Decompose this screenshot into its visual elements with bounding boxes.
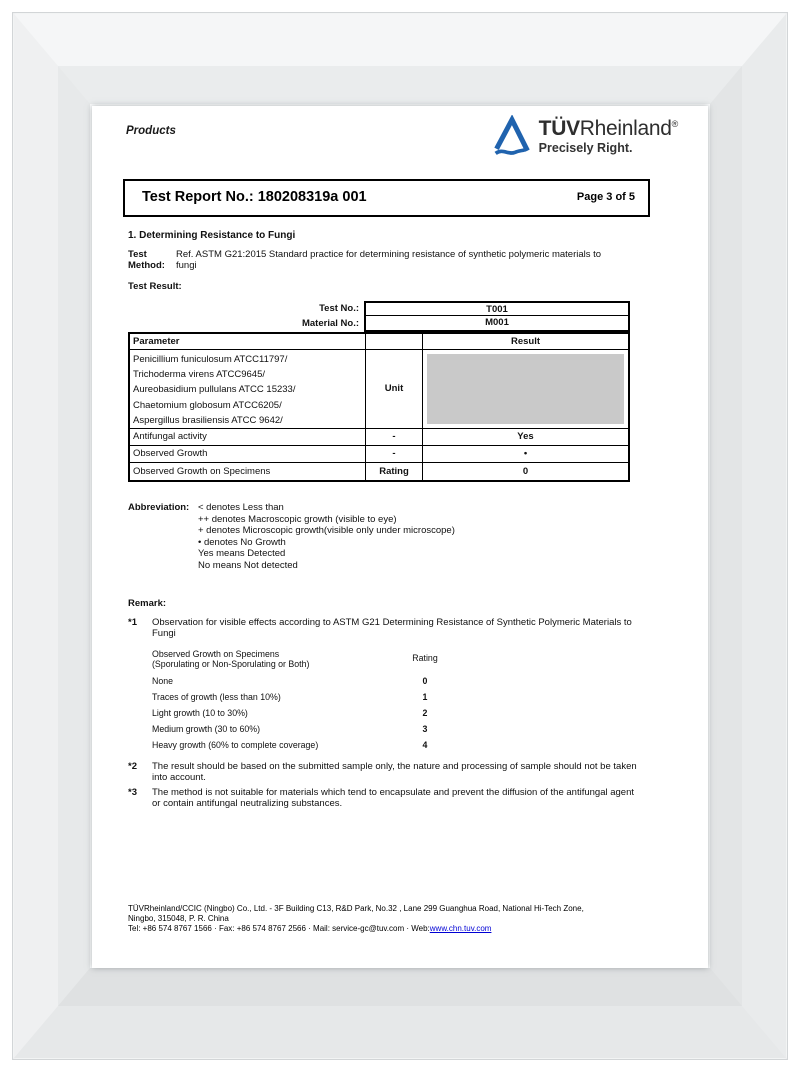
remark-item-3: *3 The method is not suitable for materials which tend to encapsulate and prevent the diffusion of the antifungal agent or contain antifungal neutralizing substances. [128,786,634,810]
page-indicator: Page 3 of 5 [576,191,635,204]
test-method-row [128,249,668,272]
abbreviation-lines: < denotes Less than ++ denotes Macroscopic growth (visible to eye) + denotes Microscopic growth(visible only under microscope) • denotes No Growth Yes means Detected No means Not detected [198,502,455,571]
remark-marker: *2 [128,760,137,772]
redacted-result-box [427,354,624,424]
col-header-unit [366,334,423,350]
tuv-rheinland-logo [492,113,678,163]
logo-brand-text: TÜVRheinland® [538,117,678,140]
result-table-main [128,332,630,482]
test-method-value: Ref. ASTM G21:2015 Standard practice for determining resistance of synthetic polymeric materials to fungi [176,248,602,271]
abbreviation-block [128,502,668,571]
company-footer [128,904,668,934]
footer-address-line2: Ningbo, 315048, P. R. China [128,914,229,923]
abbreviation-label: Abbreviation: [128,502,190,514]
unit-cell: Unit [366,350,423,429]
report-page [92,106,708,968]
remark-item-2: *2 The result should be based on the submitted sample only, the nature and processing of sample should not be taken into account. [128,760,637,784]
result-table [128,301,630,482]
website-link[interactable]: www.chn.tuv.com [429,924,492,933]
table-header-row [130,334,628,350]
remark-item-1: *1 Observation for visible effects according to ASTM G21 Determining Resistance of Synthetic Polymeric Materials to Fungi [128,616,632,640]
rating-row: Light growth (10 to 30%) 2 [152,707,428,718]
table-row: Observed Growth - • [130,446,628,463]
footer-contact-line: Tel: +86 574 8767 1566 · Fax: +86 574 8767 2566 · Mail: service-gc@tuv.com · Web:www.chn.tuv.com [128,924,492,933]
rating-row: Heavy growth (60% to complete coverage) 4 [152,739,428,750]
rating-column-header: Rating [412,653,438,664]
col-header-result: Result [423,334,628,350]
rating-row: Medium growth (30 to 60%) 3 [152,723,428,734]
document-body [92,106,708,968]
rating-table-header [152,649,482,670]
table-row: Observed Growth on Specimens Rating 0 [130,463,628,480]
col-header-parameter: Parameter [130,334,366,350]
test-no-row [128,301,630,316]
remark-marker: *3 [128,786,137,798]
rating-row: None 0 [152,675,428,686]
products-label: Products [126,125,176,137]
fungi-strain-list: Penicillium funiculosum ATCC11797/ Trichoderma virens ATCC9645/ Aureobasidium pullulans ATCC 15233/ Chaetomium globosum ATCC6205/ Aspergillus brasiliensis ATCC 9642/ [130,350,366,429]
result-redacted-cell [423,350,628,429]
test-result-label: Test Result: [128,280,182,292]
tuv-triangle-icon [492,115,532,163]
material-no-row [128,316,630,332]
material-no-label: Material No.: [301,318,359,329]
fungi-parameter-row [130,350,628,429]
test-method-label: Test Method: [128,248,165,271]
rating-scale-table [152,649,482,754]
test-no-value: T001 [364,301,630,316]
test-no-label: Test No.: [319,303,359,314]
section-heading: 1. Determining Resistance to Fungi [128,230,296,241]
footer-address-line1: TÜVRheinland/CCIC (Ningbo) Co., Ltd. - 3F Building C13, R&D Park, No.32 , Lane 299 Guanghua Road, National Hi-Tech Zone, [128,904,584,913]
rating-row: Traces of growth (less than 10%) 1 [152,691,428,702]
material-no-value: M001 [364,316,630,332]
registered-mark: ® [671,119,678,129]
table-row: Antifungal activity - Yes [130,429,628,446]
remark-label: Remark: [128,598,167,610]
logo-tagline: Precisely Right. [538,141,633,155]
remark-block [128,598,668,810]
report-content [128,230,668,810]
remark-marker: *1 [128,616,137,628]
report-header-box [123,179,650,217]
rating-table-caption: Observed Growth on Specimens (Sporulating or Non-Sporulating or Both) [152,648,310,670]
report-number-title: Test Report No.: 180208319a 001 [142,189,367,206]
